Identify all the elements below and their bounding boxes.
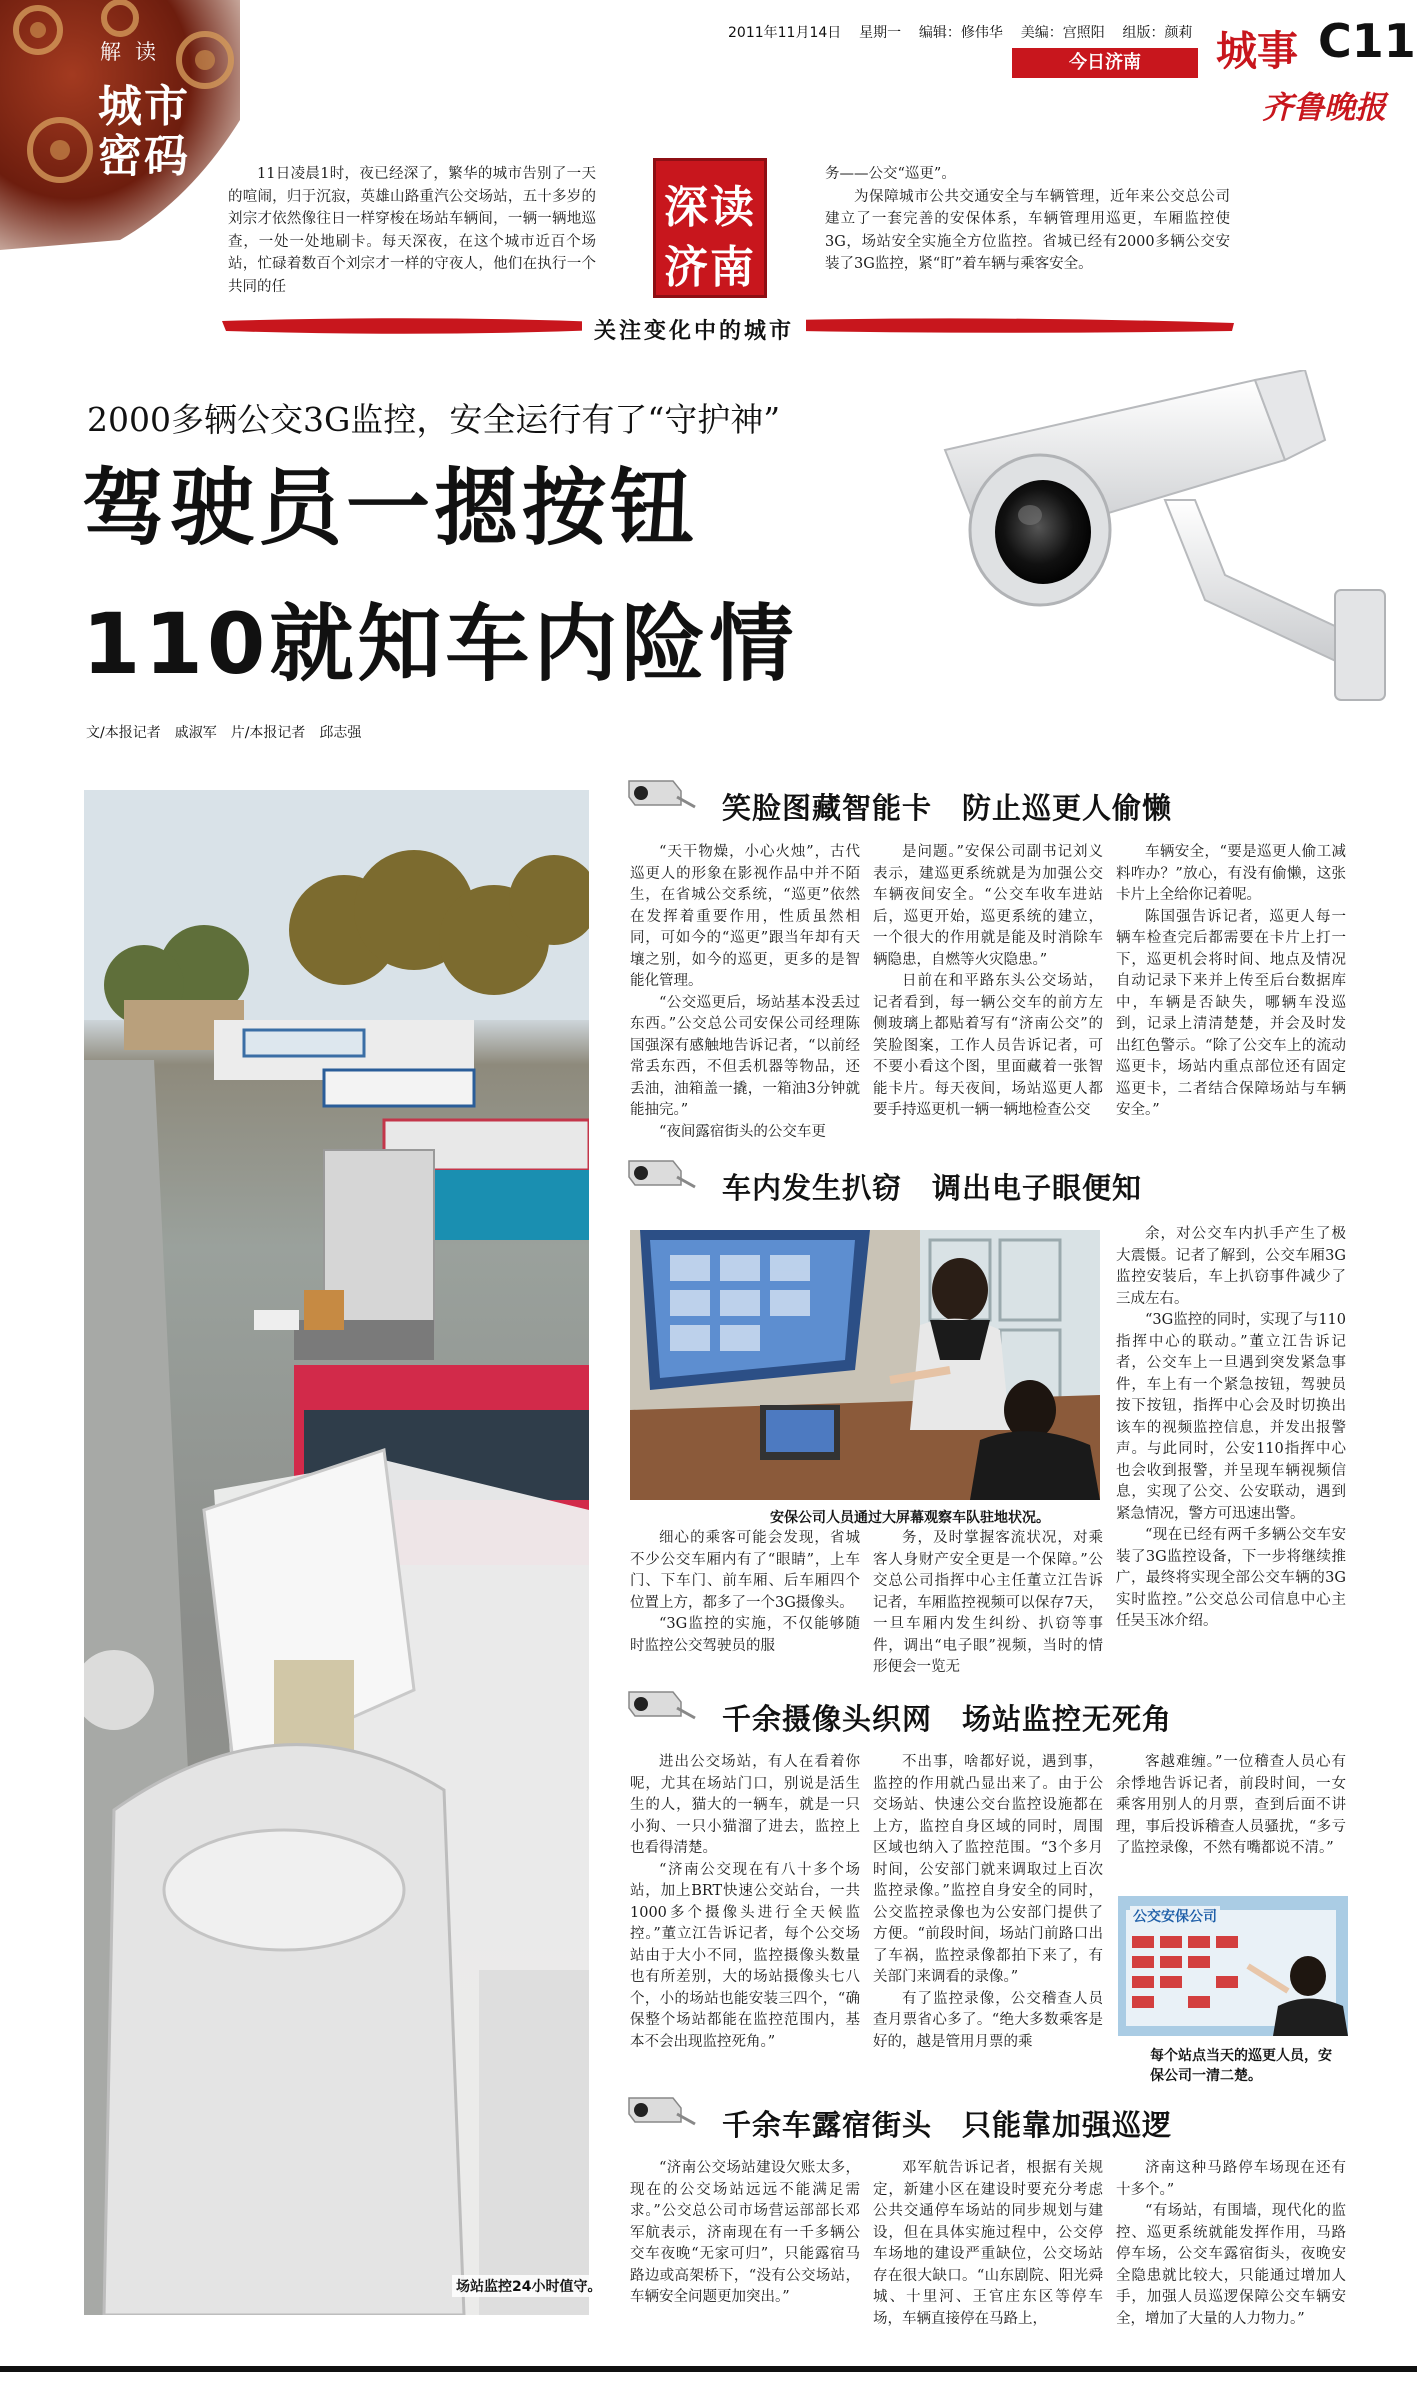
- main-photo-bus-depot: [84, 790, 589, 2315]
- paragraph: 是问题。”安保公司副书记刘义表示，建巡更系统就是为加强公交车辆夜间安全。“公交车收车进站后，巡更开始，巡更系统的建立，一个很大的作用就是能及时消除车辆隐患，自燃等火灾隐患。”: [873, 844, 1103, 968]
- headline-title-line1: 驾驶员一摁按钮: [82, 459, 699, 557]
- section3-column1: [630, 1752, 860, 2077]
- seal-text-top: 深读: [664, 182, 756, 233]
- monitor-room-photo: [630, 1230, 1100, 1500]
- cctv-camera-illustration: [925, 370, 1395, 710]
- edition-label: 今日济南: [1012, 48, 1198, 78]
- issue-date: 2011年11月14日: [728, 25, 842, 41]
- intro-right: [825, 163, 1230, 303]
- section4-column3: [1116, 2158, 1346, 2328]
- editor-credit: 编辑：修伟华: [918, 25, 1003, 41]
- paragraph: 济南这种马路停车场现在还有十多个。”: [1116, 2160, 1346, 2198]
- board-photo-caption: 每个站点当天的巡更人员，安保公司一清二楚。: [1150, 2048, 1332, 2084]
- paragraph: “3G监控的实施，不仅能够随时监控公交驾驶员的服: [630, 1616, 860, 1654]
- paragraph: 进出公交场站，有人在看着你呢，尤其在场站门口，别说是活生生的人，猫大的一辆车，就是一只小狗、一只小猫溜了进去，监控上也看得清楚。: [630, 1754, 860, 1856]
- section1-column1: [630, 842, 860, 1148]
- intro-left: 11日凌晨1时，夜已经深了，繁华的城市告别了一天的喧闹，归于沉寂，英雄山路重汽公交场站，五十多岁的刘宗才依然像往日一样穿梭在场站车辆间，一辆一辆地巡查，一处一处地刷卡。每天深夜，在这个城市近百个场站，忙碌着数百个刘宗才一样的守夜人，他们在执行一个共同的任: [228, 166, 596, 295]
- column-name: 城事: [1216, 27, 1298, 75]
- paragraph: 车辆安全，“要是巡更人偷工减料咋办？”放心，有没有偷懒，这张卡片上全给你记着呢。: [1116, 844, 1346, 903]
- paragraph: 邓军航告诉记者，根据有关规定，新建小区在建设时要充分考虑公共交通停车场站的同步规划与建设，但在具体实施过程中，公交停车场地的建设严重缺位，公交场站存在很大缺口。“山东剧院、阳光舜城、十里河、王官庄东区等停车场，车辆直接停在马路上，: [873, 2160, 1103, 2327]
- cctv-camera-icon: [925, 370, 1395, 710]
- paragraph: “3G监控的同时，实现了与110指挥中心的联动。”董立江告诉记者，公交车上一旦遇到突发紧急事件，车上有一个紧急按钮，驾驶员按下按钮，指挥中心会及时切换出该车的视频监控信息，并发出报警声。与此同时，公安110指挥中心也会收到报警，并呈现车辆视频信息，实现了公交、公安联动，遇到紧急情况，警方可迅速出警。: [1116, 1312, 1346, 1522]
- paragraph: 务——公交“巡更”。: [825, 166, 956, 182]
- header-info: [728, 22, 1193, 42]
- art-editor-credit: 美编：宫照阳: [1020, 25, 1105, 41]
- paragraph: “济南公交现在有八十多个场站，加上BRT快速公交站台，一共1000多个摄像头进行全天候监控。”董立江告诉记者，每个公交场站由于大小不同，监控摄像头数量也有所差别，大的场站摄像头七八个，小的场站也能安装三四个，“确保整个场站都能在监控范围内，基本不会出现监控死角。”: [630, 1861, 860, 2050]
- section2-column3: [1116, 1224, 1346, 1678]
- paragraph: “现在已经有两千多辆公交车安装了3G监控设备，下一步将继续推广，最终将实现全部公交车辆的3G实时监控。”公交总公司信息中心主任吴玉冰介绍。: [1116, 1527, 1346, 1629]
- monitoring-room-image: [630, 1230, 1100, 1500]
- section1-title: 笑脸图藏智能卡 防止巡更人偷懒: [722, 791, 1173, 825]
- paragraph: 日前在和平路东头公交场站，记者看到，每一辆公交车的前方左侧玻璃上都贴着写有“济南公交”的笑脸图案，工作人员告诉记者，可不要小看这个图，里面藏着一张智能卡片。每天夜间，场站巡更人都要手持巡更机一辆一辆地检查公交: [873, 973, 1103, 1118]
- paragraph: 务，及时掌握客流状况，对乘客人身财产安全更是一个保障。”公交总公司指挥中心主任董立江告诉记者，车厢监控视频可以保存7天，一旦车厢内发生纠纷、扒窃等事件，调出“电子眼”视频，当时的情形便会一览无: [873, 1530, 1103, 1675]
- depot-scene-image: [84, 790, 589, 2315]
- intro-right-text: [825, 163, 1230, 276]
- patrol-board-photo: [1118, 1896, 1348, 2036]
- board-sign-text: 公交安保公司: [1130, 1906, 1220, 1926]
- section3-column3: [1116, 1752, 1346, 1882]
- headline-subtitle: 2000多辆公交3G监控，安全运行有了“守护神”: [87, 400, 781, 439]
- masthead-logo: 齐鲁晚报: [1262, 90, 1386, 126]
- section3-column2: [873, 1752, 1103, 2077]
- section4-column1: [630, 2158, 860, 2328]
- paragraph: “夜间露宿街头的公交车更: [659, 1123, 826, 1140]
- paragraph: 客越难缠。”一位稽查人员心有余悸地告诉记者，前段时间，一女乘客用别人的月票，查到后面不讲理，事后投诉稽查人员骚扰，“多亏了监控录像，不然有嘴都说不清。”: [1116, 1754, 1346, 1856]
- seal-text-bottom: 济南: [664, 242, 756, 293]
- section3-title: 千余摄像头织网 场站监控无死角: [722, 1702, 1173, 1736]
- section-name-line2: 密码: [98, 131, 190, 182]
- paragraph: 有了监控录像，公交稽查人员查月票省心多了。“绝大多数乘客是好的，越是管用月票的乘: [873, 1990, 1103, 2050]
- section1-column3: [1116, 842, 1346, 1148]
- section2-title: 车内发生扒窃 调出电子眼便知: [722, 1171, 1143, 1205]
- paragraph: “济南公交场站建设欠账太多，现在的公交场站远远不能满足需求。”公交总公司市场营运部部长邓军航表示，济南现在有一千多辆公交车夜晚“无家可归”，只能露宿马路边或高架桥下，“没有公交场站，车辆安全问题更加突出。”: [630, 2160, 860, 2305]
- paragraph: 细心的乘客可能会发现，省城不少公交车厢内有了“眼睛”，上车门、下车门、前车厢、后车厢四个位置上方，都多了一个3G摄像头。: [630, 1530, 860, 1611]
- page-bottom-rule: [0, 2366, 1417, 2372]
- headline-title-line2: 110就知车内险情: [82, 595, 798, 693]
- paragraph: “公交巡更后，场站基本没丢过东西。”公交总公司安保公司经理陈国强深有感触地告诉记者，“以前经常丢东西，不但丢机器等物品，还丢油，油箱盖一撬，一箱油3分钟就能抽完。”: [630, 994, 860, 1118]
- layout-editor-credit: 组版：颜莉: [1122, 25, 1193, 41]
- section4-camera-icon: [627, 2094, 697, 2130]
- section2-column1: [630, 1528, 860, 1678]
- series-tagline: 关注变化中的城市: [582, 317, 806, 347]
- section2-column2: [873, 1528, 1103, 1678]
- section-name-line1: 城市: [98, 81, 190, 132]
- section1-column2: [873, 842, 1103, 1148]
- section4-title: 千余车露宿街头 只能靠加强巡逻: [722, 2108, 1173, 2142]
- byline: 文/本报记者 戚淑军 片/本报记者 邱志强: [86, 725, 362, 741]
- section-kicker: 解读: [100, 40, 170, 64]
- issue-weekday: 星期一: [859, 25, 902, 41]
- section4-column2: [873, 2158, 1103, 2328]
- section3-camera-icon: [627, 1688, 697, 1724]
- series-seal: [653, 158, 767, 298]
- monitor-photo-caption: 安保公司人员通过大屏幕观察车队驻地状况。: [770, 1510, 1050, 1526]
- paragraph: “有场站，有围墙，现代化的监控、巡更系统就能发挥作用，马路停车场，公交车露宿街头，夜晚安全隐患就比较大，只能通过增加人手，加强人员巡逻保障公交车辆安全，增加了大量的人力物力。”: [1116, 2203, 1346, 2327]
- paragraph: 余，对公交车内扒手产生了极大震慑。记者了解到，公交车厢3G监控安装后，车上扒窃事件减少了三成左右。: [1116, 1226, 1346, 1307]
- paragraph: 不出事，啥都好说，遇到事，监控的作用就凸显出来了。由于公交场站、快速公交台监控设施都在上方，监控自身区域的同时，周围区域也纳入了监控范围。“3个多月时间，公安部门就来调取过上百次监控录像。”监控自身安全的同时，公交监控录像也为公安部门提供了方便。“前段时间，场站门前路口出了车祸，监控录像都拍下来了，有关部门来调看的录像。”: [873, 1754, 1103, 1985]
- paragraph: “天干物燥，小心火烛”，古代巡更人的形象在影视作品中并不陌生，在省城公交系统，“巡更”依然在发挥着重要作用，性质虽然相同，可如今的“巡更”跟当年却有天壤之别，如今的巡更，更多的是智能化管理。: [630, 844, 860, 989]
- paragraph: 陈国强告诉记者，巡更人每一辆车检查完后都需要在卡片上打一下，巡更机会将时间、地点及情况自动记录下来并上传至后台数据库中，车辆是否缺失，哪辆车没巡到，记录上清清楚楚，并会及时发出红色警示。“除了公交车上的流动巡更卡，场站内重点部位还有固定巡更卡，二者结合保障场站与车辆安全。”: [1116, 908, 1346, 1118]
- paragraph: 为保障城市公共交通安全与车辆管理，近年来公交总公司建立了一套完善的安保体系，车辆管理用巡更，车厢监控使3G，场站安全实施全方位监控。省城已经有2000多辆公交安装了3G监控，紧“盯”着车辆与乘客安全。: [825, 188, 1230, 272]
- section1-camera-icon: [627, 777, 697, 813]
- main-photo-caption: 场站监控24小时值守。: [452, 2275, 605, 2297]
- section2-camera-icon: [627, 1157, 697, 1193]
- page-number: C11: [1318, 14, 1416, 68]
